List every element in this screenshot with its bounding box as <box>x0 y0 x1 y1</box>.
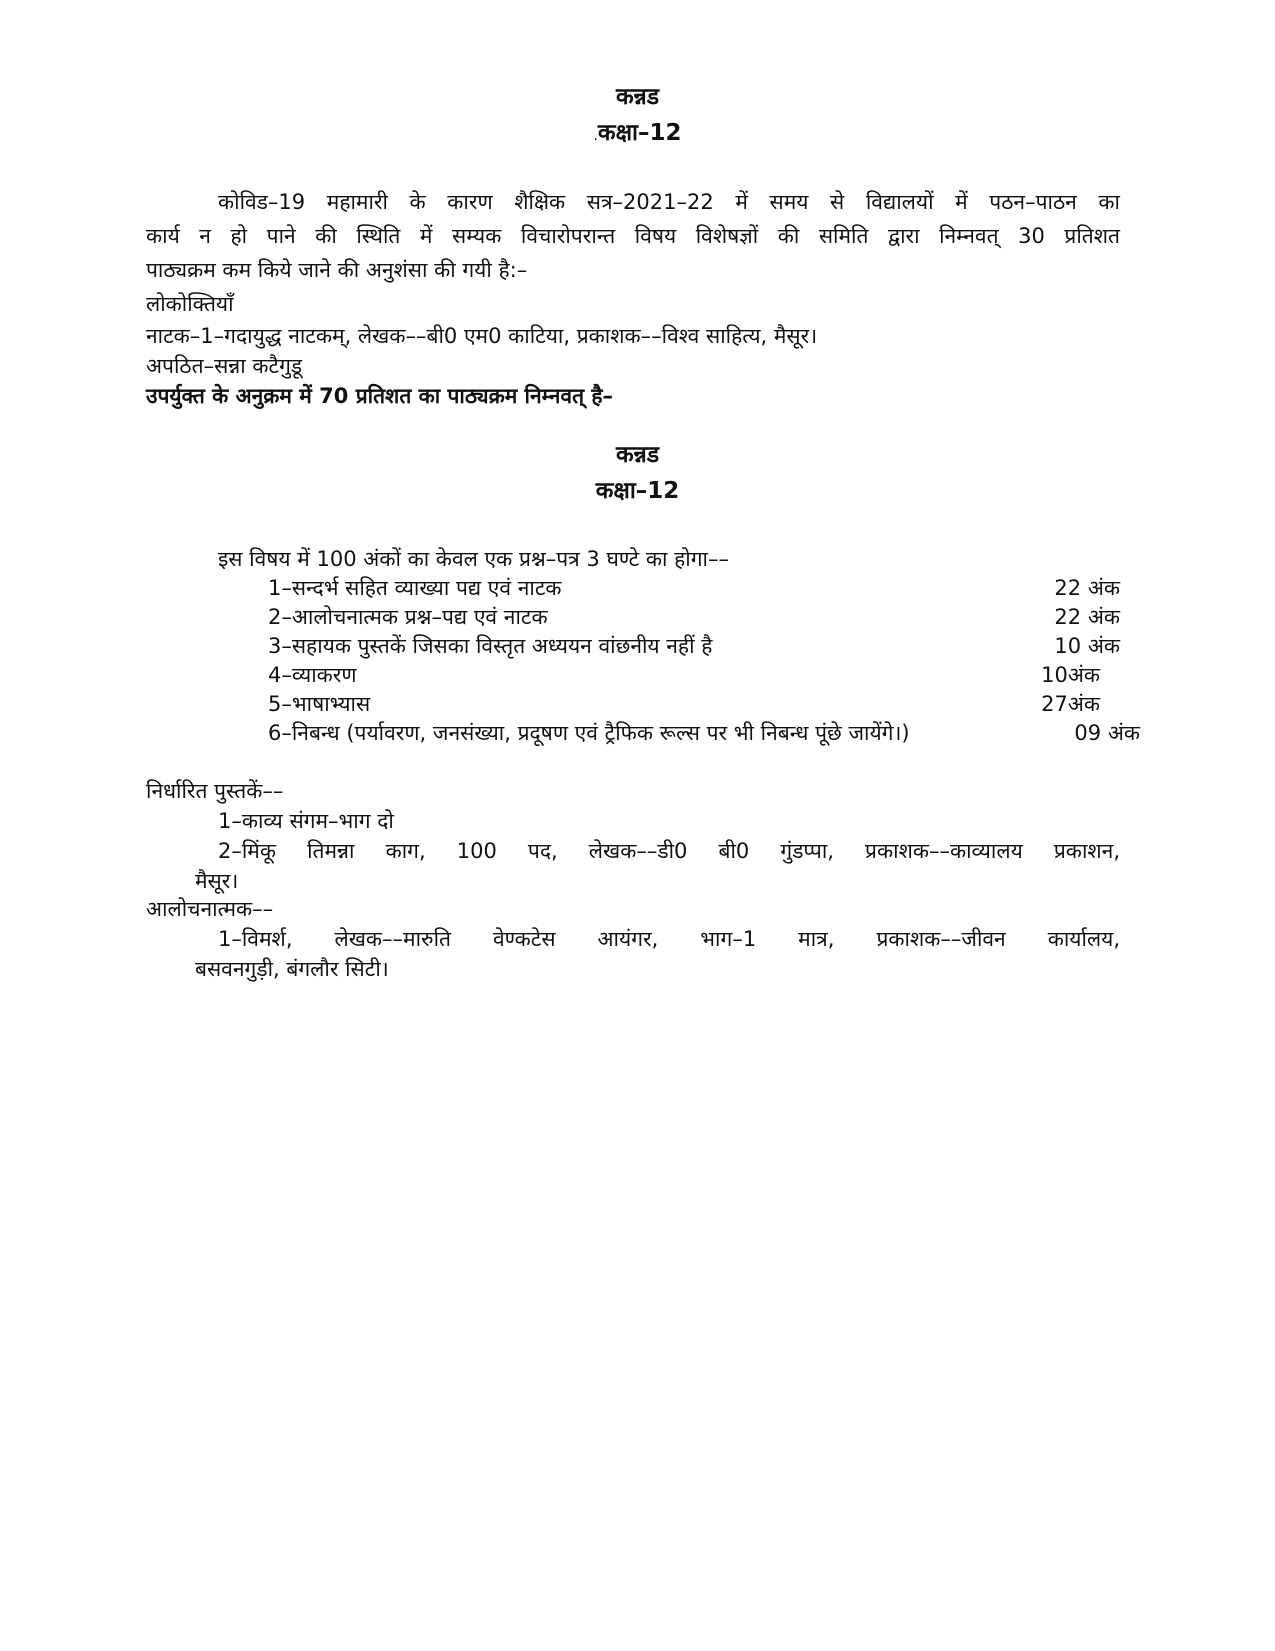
summary-line: उपर्युक्त के अनुक्रम में 70 प्रतिशत का पाठ्यक्रम निम्नवत् है– <box>146 384 613 408</box>
intro-line-1: कोविड–19 महामारी के कारण शैक्षिक सत्र–2021–22 में समय से विद्यालयों में पठन–पाठन का <box>218 190 1120 214</box>
critical-item: 1–विमर्श, लेखक––मारुति वेण्कटेस आयंगर, भाग–1 मात्र, प्रकाशक––जीवन कार्यालय, <box>218 927 1120 951</box>
syllabus-item-marks: 10 अंक <box>1054 634 1120 658</box>
syllabus-item-label: 5–भाषाभ्यास <box>268 692 371 716</box>
book-item: 2–मिंकू तिमन्ना काग, 100 पद, लेखक––डी0 बी0 गुंडप्पा, प्रकाशक––काव्यालय प्रकाशन, <box>218 839 1120 863</box>
intro-line-3: पाठ्यक्रम कम किये जाने की अनुशंसा की गयी है:– <box>146 258 528 282</box>
book-item: 1–काव्य संगम–भाग दो <box>218 809 394 833</box>
syllabus-item-label: 1–सन्दर्भ सहित व्याख्या पद्य एवं नाटक <box>268 576 562 600</box>
removed-item: अपठित–सन्ना कटैगुडू <box>146 354 303 378</box>
removed-item: लोकोक्तियाँ <box>146 292 234 316</box>
subject-heading-2: कन्नड <box>615 442 660 468</box>
syllabus-item-marks: 22 अंक <box>1054 576 1120 600</box>
critical-item-continued: बसवनगुड़ी, बंगलौर सिटी। <box>195 957 389 981</box>
books-heading: निर्धारित पुस्तकें–– <box>146 779 284 803</box>
syllabus-item-marks: 09 अंक <box>1074 721 1140 745</box>
syllabus-item-marks: 22 अंक <box>1054 605 1120 629</box>
syllabus-item-label: 4–व्याकरण <box>268 663 357 687</box>
syllabus-item-marks: 10अंक <box>1041 663 1100 687</box>
class-heading-label: कक्षा–12 <box>597 120 682 146</box>
syllabus-item-label: 2–आलोचनात्मक प्रश्न–पद्य एवं नाटक <box>268 605 548 629</box>
class-heading-1 <box>0 118 1275 151</box>
subject-heading-1: कन्नड <box>615 84 660 110</box>
paper-intro: इस विषय में 100 अंकों का केवल एक प्रश्न–पत्र 3 घण्टे का होगा–– <box>218 547 729 571</box>
syllabus-item-label: 6–निबन्ध (पर्यावरण, जनसंख्या, प्रदूषण एवं ट्रैफिक रूल्स पर भी निबन्ध पूंछे जायेंगे।) <box>268 721 910 745</box>
syllabus-item-label: 3–सहायक पुस्तकें जिसका विस्तृत अध्ययन वांछनीय नहीं है <box>268 634 713 658</box>
class-heading-2: कक्षा–12 <box>595 478 680 504</box>
book-item-continued: मैसूर। <box>195 869 239 893</box>
class-heading-prefix: . <box>593 128 598 144</box>
syllabus-item-marks: 27अंक <box>1041 692 1100 716</box>
intro-line-2: कार्य न हो पाने की स्थिति में सम्यक विचारोपरान्त विषय विशेषज्ञों की समिति द्वारा निम्नवत् 30 प्रतिशत <box>146 224 1120 248</box>
removed-item: नाटक–1–गदायुद्ध नाटकम्, लेखक––बी0 एम0 काटिया, प्रकाशक––विश्व साहित्य, मैसूर। <box>146 324 818 348</box>
critical-heading: आलोचनात्मक–– <box>146 897 274 921</box>
